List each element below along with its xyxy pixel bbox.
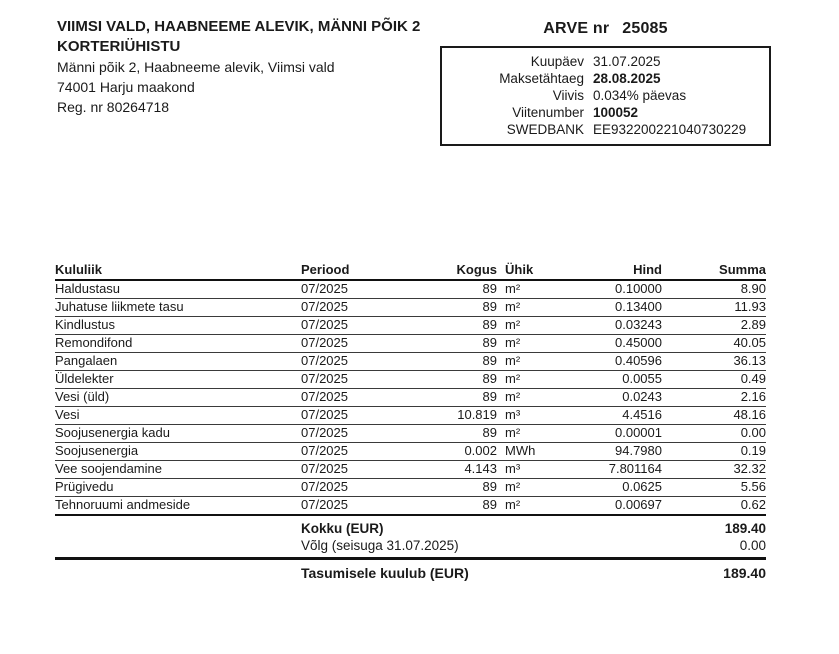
cell-kululiik: Pangalaen (55, 353, 118, 368)
seller-block (57, 17, 420, 117)
cell-yhik: m² (505, 497, 521, 512)
cell-kululiik: Soojusenergia (55, 443, 139, 458)
table-header-row (55, 261, 766, 281)
cell-kululiik: Kindlustus (55, 317, 115, 332)
cell-summa: 32.32 (733, 461, 766, 476)
table-row (55, 299, 766, 317)
cell-periood: 07/2025 (301, 335, 348, 350)
table-row (55, 461, 766, 479)
column-header-summa: Summa (719, 262, 766, 277)
invoice-detail-label: Viitenumber (512, 105, 584, 120)
invoice-number: 25085 (622, 20, 668, 37)
cell-yhik: m² (505, 371, 521, 386)
invoice-detail-value: 31.07.2025 (593, 54, 661, 69)
cost-table (55, 261, 766, 584)
invoice-detail-label: Maksetähtaeg (499, 71, 584, 86)
table-row (55, 389, 766, 407)
cell-summa: 40.05 (733, 335, 766, 350)
seller-name-line1: VIIMSI VALD, HAABNEEME ALEVIK, MÄNNI PÕIK 2 (57, 18, 421, 35)
cell-summa: 11.93 (734, 299, 766, 314)
cell-yhik: m² (505, 299, 521, 314)
cell-yhik: m² (505, 317, 521, 332)
cell-periood: 07/2025 (301, 389, 348, 404)
cell-summa: 48.16 (733, 407, 766, 422)
seller-address-line2: 74001 Harju maakond (57, 79, 195, 95)
totals-label: Kokku (EUR) (301, 521, 384, 536)
cell-periood: 07/2025 (301, 299, 348, 314)
cell-summa: 2.89 (740, 317, 766, 332)
cell-periood: 07/2025 (301, 407, 348, 422)
table-row (55, 317, 766, 335)
invoice-detail-row (448, 53, 759, 70)
cell-hind: 0.45000 (615, 335, 662, 350)
table-body (55, 281, 766, 516)
seller-reg-number: Reg. nr 80264718 (57, 99, 170, 115)
cell-hind: 0.03243 (615, 317, 662, 332)
cell-yhik: m³ (505, 461, 521, 476)
cell-kogus: 89 (482, 281, 497, 296)
invoice-detail-value: 100052 (593, 105, 639, 120)
invoice-detail-row (448, 121, 759, 138)
grand-total-row (55, 557, 766, 584)
cell-kogus: 89 (482, 497, 497, 512)
cell-yhik: m² (505, 335, 521, 350)
cell-summa: 36.13 (733, 353, 766, 368)
column-header-periood: Periood (301, 262, 350, 277)
seller-name-line2: KORTERIÜHISTU (57, 38, 181, 55)
column-header-yhik: Ühik (505, 262, 534, 277)
cell-hind: 0.00697 (615, 497, 662, 512)
cell-periood: 07/2025 (301, 281, 348, 296)
cell-periood: 07/2025 (301, 353, 348, 368)
invoice-detail-row (448, 104, 759, 121)
seller-address-line1: Männi põik 2, Haabneeme alevik, Viimsi vald (57, 59, 335, 75)
totals-value: 0.00 (739, 538, 766, 553)
cell-kululiik: Juhatuse liikmete tasu (55, 299, 184, 314)
totals-row (55, 520, 766, 537)
cell-summa: 0.49 (740, 371, 766, 386)
invoice-detail-label: SWEDBANK (506, 122, 584, 137)
grand-total-value: 189.40 (723, 565, 766, 581)
cell-periood: 07/2025 (301, 479, 348, 494)
table-row (55, 335, 766, 353)
invoice-detail-label: Viivis (552, 88, 584, 103)
cell-kogus: 89 (482, 479, 497, 494)
cell-kogus: 89 (482, 425, 497, 440)
cell-periood: 07/2025 (301, 425, 348, 440)
cell-hind: 0.0055 (622, 371, 662, 386)
cell-kogus: 89 (482, 317, 497, 332)
cell-hind: 0.0625 (622, 479, 662, 494)
cell-summa: 8.90 (740, 281, 766, 296)
cell-hind: 0.13400 (615, 299, 662, 314)
totals-value: 189.40 (724, 521, 766, 536)
cell-kululiik: Vesi (üld) (55, 389, 110, 404)
cell-kululiik: Vee soojendamine (55, 461, 162, 476)
cell-periood: 07/2025 (301, 443, 348, 458)
column-header-kogus: Kogus (456, 262, 497, 277)
table-row (55, 425, 766, 443)
table-row (55, 371, 766, 389)
cell-periood: 07/2025 (301, 371, 348, 386)
cell-yhik: m² (505, 281, 521, 296)
cell-kogus: 10.819 (457, 407, 497, 422)
invoice-detail-row (448, 87, 759, 104)
cell-kululiik: Vesi (55, 407, 80, 422)
cell-kululiik: Tehnoruumi andmeside (55, 497, 191, 512)
cell-hind: 4.4516 (622, 407, 662, 422)
cell-yhik: m³ (505, 407, 521, 422)
cell-kogus: 89 (482, 335, 497, 350)
cell-summa: 0.00 (740, 425, 766, 440)
column-header-kululiik: Kululiik (55, 262, 102, 277)
cell-summa: 5.56 (740, 479, 766, 494)
table-row (55, 353, 766, 371)
cell-kogus: 4.143 (464, 461, 497, 476)
cell-kululiik: Soojusenergia kadu (55, 425, 170, 440)
invoice-title (440, 20, 771, 38)
cell-summa: 0.62 (740, 497, 766, 512)
cell-periood: 07/2025 (301, 317, 348, 332)
invoice-detail-value: 28.08.2025 (593, 71, 661, 86)
cell-hind: 0.40596 (615, 353, 662, 368)
cell-yhik: m² (505, 389, 521, 404)
cell-summa: 0.19 (740, 443, 766, 458)
cell-periood: 07/2025 (301, 497, 348, 512)
cell-kogus: 89 (482, 353, 497, 368)
cell-hind: 0.10000 (615, 281, 662, 296)
invoice-detail-row (448, 70, 759, 87)
invoice-details-box (440, 46, 771, 146)
cell-hind: 0.0243 (622, 389, 662, 404)
cell-periood: 07/2025 (301, 461, 348, 476)
table-row (55, 497, 766, 514)
grand-total-label: Tasumisele kuulub (EUR) (301, 565, 469, 581)
cell-summa: 2.16 (740, 389, 766, 404)
invoice-detail-value: EE932200221040730229 (593, 122, 747, 137)
totals-label: Võlg (seisuga 31.07.2025) (301, 538, 459, 553)
totals-row (55, 537, 766, 554)
table-row (55, 407, 766, 425)
cell-kululiik: Prügivedu (55, 479, 114, 494)
cell-kogus: 89 (482, 389, 497, 404)
cell-kogus: 89 (482, 371, 497, 386)
invoice-title-label: ARVE nr (543, 20, 610, 37)
invoice-detail-value: 0.034% päevas (593, 88, 687, 103)
column-header-hind: Hind (633, 262, 662, 277)
cell-yhik: MWh (505, 443, 536, 458)
table-row (55, 479, 766, 497)
cell-yhik: m² (505, 425, 521, 440)
cell-kogus: 89 (482, 299, 497, 314)
table-row (55, 443, 766, 461)
cell-yhik: m² (505, 479, 521, 494)
cell-kogus: 0.002 (464, 443, 497, 458)
cell-hind: 94.7980 (615, 443, 662, 458)
cell-kululiik: Üldelekter (55, 371, 114, 386)
cell-hind: 7.801164 (608, 461, 662, 476)
table-row (55, 281, 766, 299)
invoice-detail-label: Kuupäev (530, 54, 584, 69)
cell-kululiik: Haldustasu (55, 281, 121, 296)
totals-section (55, 516, 766, 554)
cell-yhik: m² (505, 353, 521, 368)
invoice-head (440, 20, 771, 146)
cell-kululiik: Remondifond (55, 335, 133, 350)
cell-hind: 0.00001 (615, 425, 662, 440)
